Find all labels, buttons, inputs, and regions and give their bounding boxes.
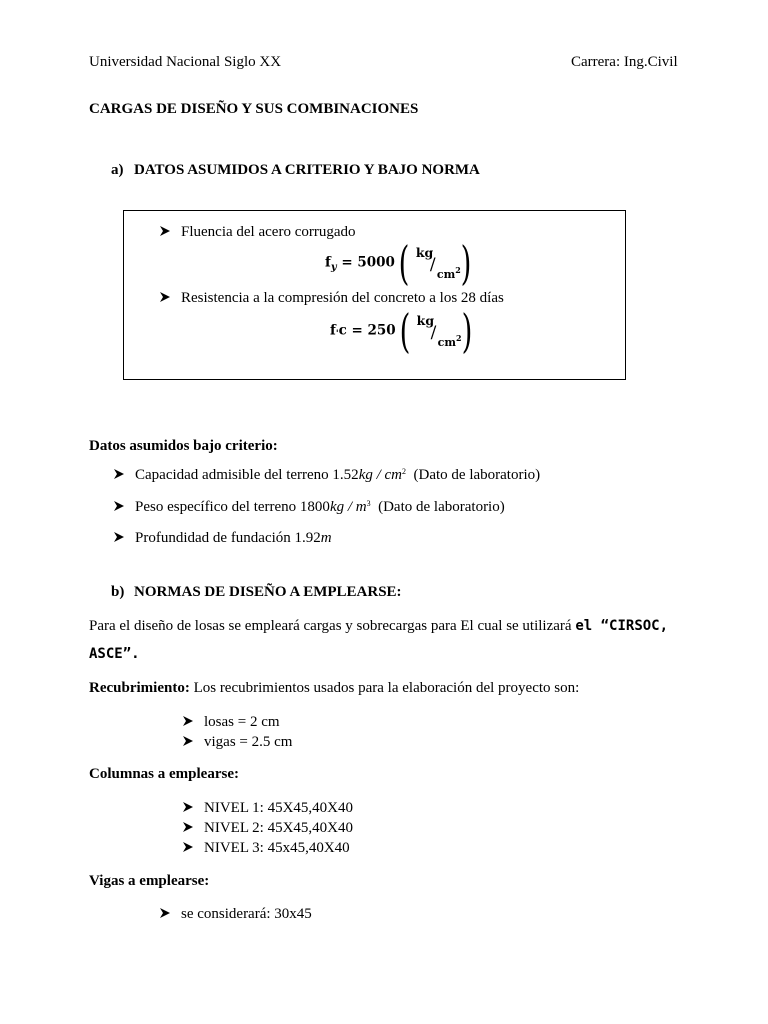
list-item-nivel-2 [180, 820, 353, 837]
columnas-heading: Columnas a emplearse: [89, 766, 239, 782]
formula-fy-lhs: f [325, 254, 331, 271]
recubrimiento-text: Los recubrimientos usados para la elaboración del proyecto son: [193, 680, 580, 696]
section-a-heading: DATOS ASUMIDOS A CRITERIO Y BAJO NORMA [134, 162, 480, 178]
arrow-bullet-icon [111, 468, 127, 480]
formula-fc [330, 304, 476, 358]
list-item-nivel-3 [180, 840, 350, 857]
list-item-vigas [180, 734, 292, 751]
box-item-steel-text: Fluencia del acero corrugado [181, 224, 356, 240]
formula-fy-exp: 2 [455, 265, 461, 275]
criterio-item-text: Capacidad admisible del terreno 1.52 [135, 467, 359, 483]
list-item-vigas-size [157, 906, 312, 923]
criterio-item-unit: m [320, 530, 332, 546]
arrow-bullet-icon [180, 715, 196, 727]
arrow-bullet-icon [180, 801, 196, 813]
formula-fc-num: kg [416, 313, 435, 328]
list-item-text: NIVEL 3: 45x45,40X40 [204, 840, 350, 856]
criterio-item-unit: kg / m [329, 499, 367, 515]
norms-paragraph-line1 [89, 618, 668, 635]
page-title: CARGAS DE DISEÑO Y SUS COMBINACIONES [89, 101, 419, 117]
formula-fc-prime: ' [335, 329, 339, 340]
list-item-text: vigas = 2.5 cm [204, 734, 293, 750]
criterio-item-depth [111, 530, 332, 547]
arrow-bullet-icon [180, 735, 196, 747]
formula-fy-num: kg [415, 245, 434, 260]
criterio-item-exp: 3 [366, 499, 371, 508]
arrow-bullet-icon [157, 907, 173, 919]
list-item-text: losas = 2 cm [204, 714, 280, 730]
paren-close-icon: ) [461, 304, 473, 358]
formula-fc-den: cm [437, 336, 457, 349]
criterio-item-unit: kg / cm [358, 467, 403, 483]
criterio-item-text: Profundidad de fundación 1.92 [135, 530, 321, 546]
arrow-bullet-icon [157, 291, 173, 303]
formula-fc-eq: = 250 [346, 322, 396, 339]
formula-fc-lhs: f [330, 322, 336, 339]
paren-open-icon: ( [399, 304, 411, 358]
recubrimiento-label: Recubrimiento: [89, 680, 190, 696]
section-b-marker: b) [111, 584, 125, 600]
box-item-concrete-text: Resistencia a la compresión del concreto a los 28 días [181, 290, 504, 306]
formula-fy [325, 236, 475, 290]
formula-fc-lhs2: c [338, 322, 347, 339]
formula-fy-slash: / [429, 255, 436, 275]
arrow-bullet-icon [111, 531, 127, 543]
vigas-heading: Vigas a emplearse: [89, 873, 210, 889]
formula-fc-slash: / [430, 323, 437, 343]
section-b-heading: NORMAS DE DISEÑO A EMPLEARSE: [134, 584, 402, 600]
section-a-marker: a) [111, 162, 124, 178]
arrow-bullet-icon [157, 225, 173, 237]
criterio-item-note: (Dato de laboratorio) [413, 467, 541, 483]
arrow-bullet-icon [180, 821, 196, 833]
list-item-losas [180, 714, 280, 731]
norms-paragraph-bold: el “CIRSOC, [575, 618, 669, 634]
paren-close-icon: ) [460, 236, 472, 290]
paren-open-icon: ( [398, 236, 410, 290]
arrow-bullet-icon [111, 500, 127, 512]
formula-fc-exp: 2 [456, 333, 462, 343]
box-item-concrete [157, 290, 504, 307]
norms-paragraph-line2: ASCE”. [89, 646, 140, 662]
formula-fc-unit [414, 309, 462, 353]
arrow-bullet-icon [180, 841, 196, 853]
recubrimiento-line [89, 680, 579, 697]
criterio-item-note: (Dato de laboratorio) [378, 499, 505, 515]
criterio-item-weight [111, 499, 505, 516]
criterio-item-capacity [111, 467, 540, 484]
list-item-text: NIVEL 2: 45X45,40X40 [204, 820, 354, 836]
list-item-nivel-1 [180, 800, 353, 817]
formula-fy-unit [413, 241, 461, 285]
criterio-item-exp: 2 [402, 467, 407, 476]
formula-fy-sub: y [330, 262, 337, 274]
formula-fy-den: cm [436, 268, 456, 281]
header-career: Carrera: Ing.Civil [571, 54, 678, 70]
header-university: Universidad Nacional Siglo XX [89, 54, 282, 70]
box-item-steel [157, 224, 356, 241]
formula-fy-eq: = 5000 [336, 254, 395, 271]
criterio-item-text: Peso específico del terreno 1800 [135, 499, 330, 515]
criterio-heading: Datos asumidos bajo criterio: [89, 438, 278, 454]
norms-paragraph-text: Para el diseño de losas se empleará cargas y sobrecargas para El cual se utilizará [89, 618, 572, 634]
list-item-text: NIVEL 1: 45X45,40X40 [204, 800, 354, 816]
list-item-text: se considerará: 30x45 [181, 906, 312, 922]
